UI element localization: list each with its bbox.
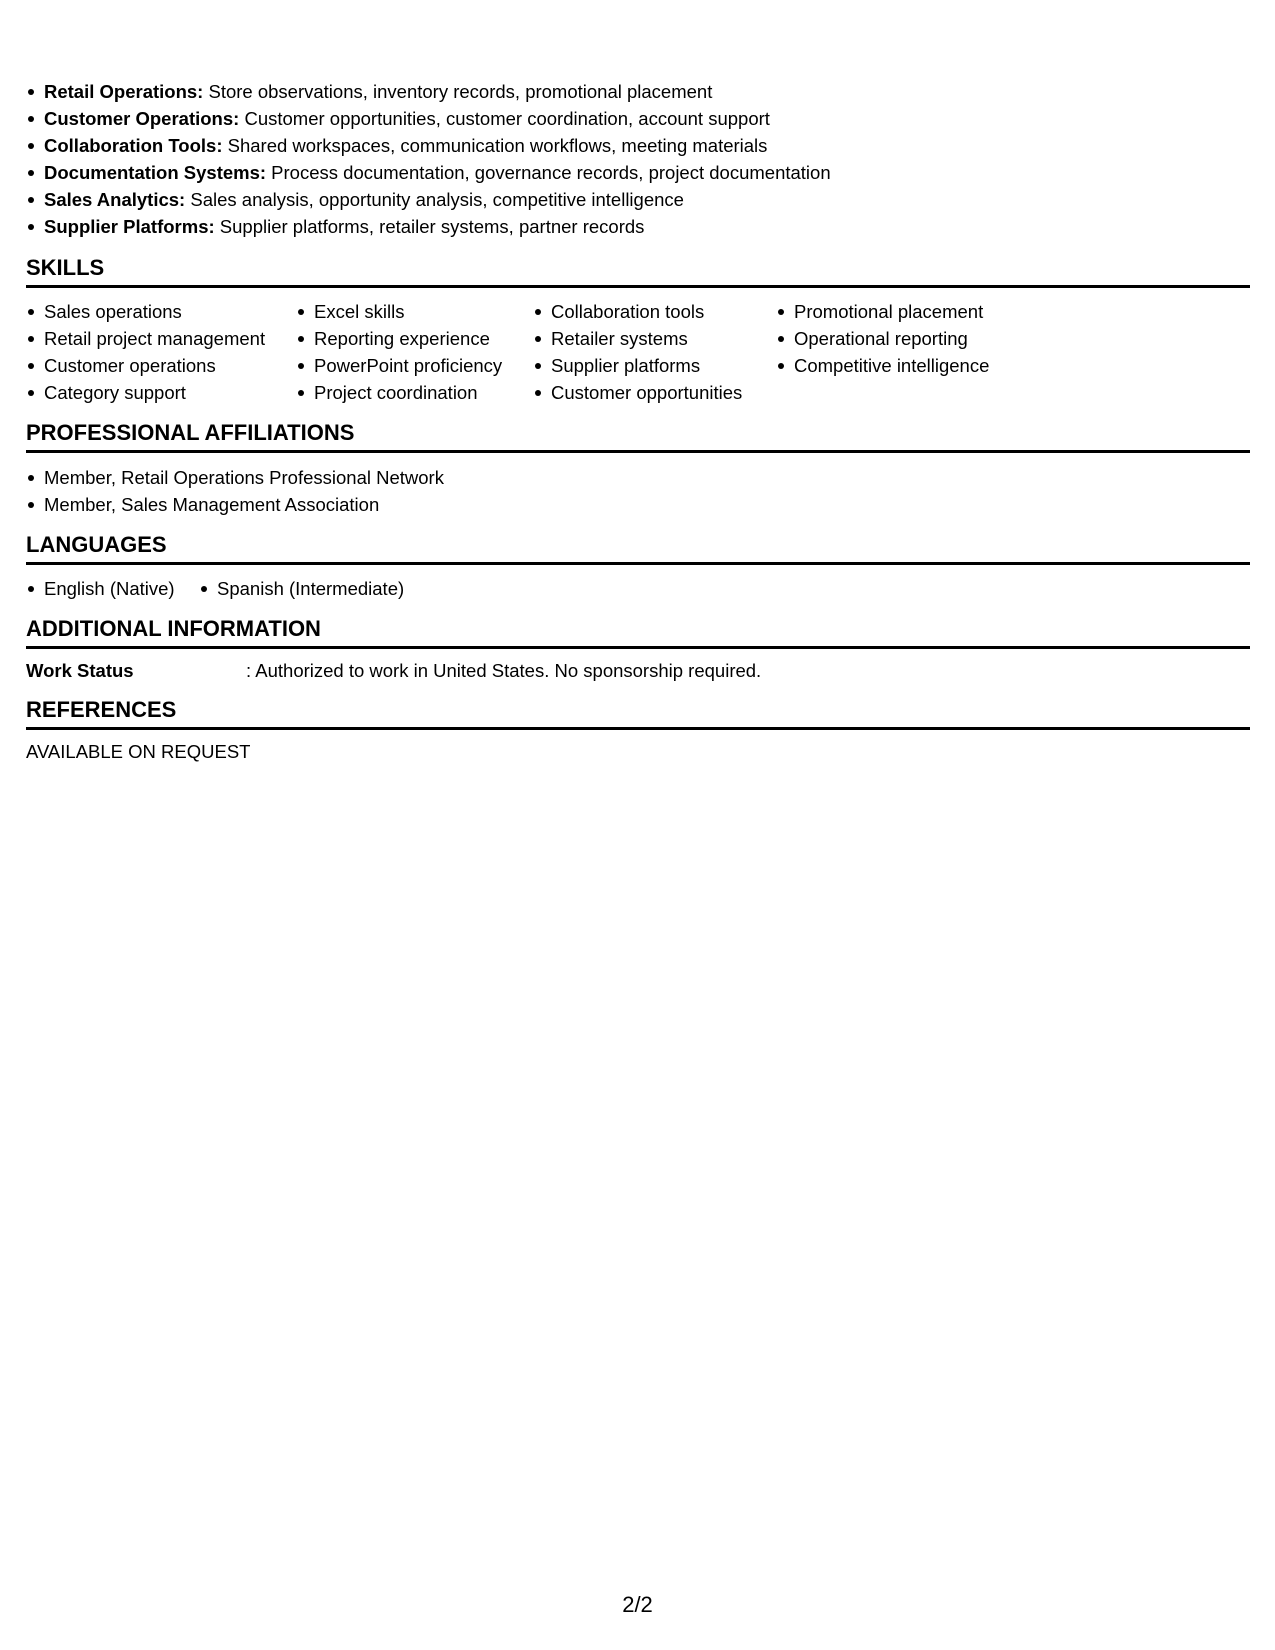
affiliations-heading: PROFESSIONAL AFFILIATIONS	[26, 420, 1250, 453]
skill-item: PowerPoint proficiency	[296, 352, 502, 379]
languages-heading: LANGUAGES	[26, 532, 1250, 565]
additional-info-heading: ADDITIONAL INFORMATION	[26, 616, 1250, 649]
skills-heading: SKILLS	[26, 255, 1250, 288]
skill-item: Promotional placement	[776, 298, 989, 325]
tools-item	[26, 159, 831, 186]
work-status-label: Work Status	[26, 660, 134, 681]
references-text: AVAILABLE ON REQUEST	[26, 741, 251, 762]
page-number: 2/2	[622, 1592, 653, 1617]
tools-item-label: Documentation Systems:	[44, 162, 267, 183]
tools-item-text: Process documentation, governance records, project documentation	[266, 162, 831, 183]
skill-item: Retail project management	[26, 325, 265, 352]
skills-column	[26, 298, 265, 406]
skills-column	[776, 298, 989, 379]
tools-item-label: Collaboration Tools:	[44, 135, 223, 156]
tools-item-text: Customer opportunities, customer coordination, account support	[239, 108, 770, 129]
skill-item: Reporting experience	[296, 325, 502, 352]
tools-item-label: Customer Operations:	[44, 108, 240, 129]
tools-item	[26, 186, 831, 213]
skill-item: Collaboration tools	[533, 298, 742, 325]
skill-item: Operational reporting	[776, 325, 989, 352]
tools-item-text: Shared workspaces, communication workflows, meeting materials	[222, 135, 768, 156]
tools-list	[26, 78, 831, 240]
tools-item	[26, 213, 831, 240]
language-item: Spanish (Intermediate)	[199, 575, 404, 602]
skill-item: Category support	[26, 379, 265, 406]
tools-item-label: Retail Operations:	[44, 81, 204, 102]
skill-item: Excel skills	[296, 298, 502, 325]
skill-item: Sales operations	[26, 298, 265, 325]
tools-item	[26, 78, 831, 105]
tools-item-label: Supplier Platforms:	[44, 216, 215, 237]
tools-item-text: Store observations, inventory records, promotional placement	[203, 81, 713, 102]
skill-item: Project coordination	[296, 379, 502, 406]
skills-column	[296, 298, 502, 406]
tools-item-text: Supplier platforms, retailer systems, partner records	[214, 216, 645, 237]
tools-item-label: Sales Analytics:	[44, 189, 186, 210]
affiliation-item: Member, Retail Operations Professional Network	[26, 464, 444, 491]
tools-item	[26, 105, 831, 132]
language-item: English (Native)	[26, 575, 175, 602]
skill-item: Supplier platforms	[533, 352, 742, 379]
skill-item: Customer opportunities	[533, 379, 742, 406]
skill-item: Retailer systems	[533, 325, 742, 352]
references-heading: REFERENCES	[26, 697, 1250, 730]
skill-item: Customer operations	[26, 352, 265, 379]
skills-column	[533, 298, 742, 406]
work-status-value: : Authorized to work in United States. No sponsorship required.	[246, 660, 762, 681]
affiliation-item: Member, Sales Management Association	[26, 491, 444, 518]
affiliations-list	[26, 464, 444, 518]
tools-item-text: Sales analysis, opportunity analysis, competitive intelligence	[185, 189, 684, 210]
skill-item: Competitive intelligence	[776, 352, 989, 379]
tools-item	[26, 132, 831, 159]
